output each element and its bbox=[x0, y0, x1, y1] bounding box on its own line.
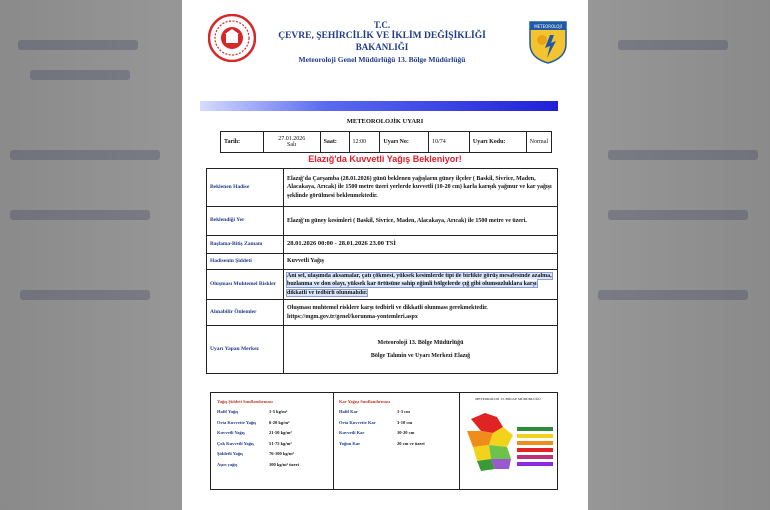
list-item: Orta Kuvvette Kar 3-10 cm bbox=[339, 419, 413, 425]
highlighted-risk-text: Ani sel, ulaşımda aksamalar, çatı çökmesi, yüksek kesimlerde tipi ile birlikte görüş mesafesinde azalma, buzlanma ve don olayı, yüksek kar örtüsüne sahip eğimli bölgelerde çığ gibi olumsuzluklara karşı dikkatli ve tedbirli olunmalıdır. bbox=[287, 273, 552, 296]
map-title: METEOROLOJİ 13. BÖLGE MÜDÜRLÜĞÜ bbox=[475, 397, 541, 401]
date-cell bbox=[263, 132, 320, 153]
list-item: Hafif Yağış 1-5 kg/m² bbox=[217, 409, 288, 414]
time-label: Saat: bbox=[320, 132, 349, 153]
row-label: Oluşması Muhtemel Riskler bbox=[207, 270, 284, 300]
date-value: 27.01.2026 bbox=[278, 136, 306, 142]
background-left bbox=[0, 0, 182, 510]
warning-document bbox=[182, 0, 588, 510]
warning-no-label: Uyarı No: bbox=[380, 132, 429, 153]
center-subname: Bölge Tahmin ve Uyarı Merkezi Elazığ bbox=[370, 352, 471, 359]
row-label: Başlama-Bitiş Zamanı bbox=[207, 236, 284, 254]
precautions-link[interactable]: https://mgm.gov.tr/genel/korunma-yontemleri.aspx bbox=[287, 313, 418, 320]
list-item: Yoğun Kar 20 cm ve üzeri bbox=[339, 440, 425, 446]
day-value: Salı bbox=[287, 142, 297, 148]
date-label: Tarih: bbox=[221, 132, 264, 153]
table-row bbox=[207, 300, 558, 326]
warning-details-table bbox=[206, 168, 558, 374]
list-item: Aşırı yağış 100 kg/m² üzeri bbox=[217, 461, 299, 467]
table-row bbox=[207, 236, 558, 254]
snow-scale bbox=[333, 393, 460, 489]
meteorology-logo bbox=[528, 18, 568, 64]
header-directorate: Meteoroloji Genel Müdürlüğü 13. Bölge Müdürlüğü bbox=[298, 55, 466, 64]
table-row bbox=[207, 270, 558, 300]
list-item: Kuvvetli Yağış 21-50 kg/m² bbox=[217, 430, 292, 435]
list-item: Hafif Kar 1-3 cm bbox=[339, 409, 410, 414]
row-label: Beklenen Hadise bbox=[207, 169, 284, 207]
header-accent-bar bbox=[200, 101, 558, 111]
table-row bbox=[207, 169, 558, 207]
header-ministry: ÇEVRE, ŞEHİRCİLİK VE İKLİM DEĞİŞİKLİĞİ bbox=[278, 31, 486, 41]
svg-text:METEOROLOJİ: METEOROLOJİ bbox=[534, 24, 562, 29]
region-map-panel bbox=[459, 393, 557, 489]
list-item: Çok Kuvvetli Yağış 51-75 kg/m² bbox=[217, 440, 292, 446]
document-title: METEOROLOJİK UYARI bbox=[346, 118, 424, 125]
region-map bbox=[463, 405, 523, 475]
table-row bbox=[207, 326, 558, 374]
rain-scale-title: Yağış Şiddeti Sınıflandırması bbox=[217, 399, 273, 404]
row-value: 28.01.2026 00:00 - 28.01.2026 23.00 TSİ bbox=[284, 236, 558, 254]
warning-no-value: 10/74 bbox=[429, 132, 470, 153]
row-value: Elazığ'ın güney kesimleri ( Baskil, Sivrice, Maden, Alacakaya, Arıcak) ile 1500 metre ve üzeri. bbox=[284, 207, 558, 236]
map-legend bbox=[517, 427, 553, 469]
row-value bbox=[284, 326, 558, 374]
row-value: Elazığ'da Çarşamba (28.01.2026) günü beklenen yağışların güney ilçeler ( Baskil, Sivrice, Maden, Alacakaya, Arıcak) ile 1500 metre üzeri yerlerde kuvvetli (10-20 cm) karla karışık yağmur ve kar yağışı şeklinde görülmesi beklenmektedir. bbox=[284, 169, 558, 207]
row-label: Beklendiği Yer bbox=[207, 207, 284, 236]
warning-code-value: Normal bbox=[526, 132, 551, 153]
row-label: Uyarı Yapan Merkez bbox=[207, 326, 284, 374]
list-item: Kuvvetli Kar 10-20 cm bbox=[339, 430, 415, 435]
classification-panel bbox=[210, 392, 558, 490]
header-tc: T.C. bbox=[373, 20, 391, 30]
list-item: Şiddetli Yağış 76-100 kg/m² bbox=[217, 451, 294, 456]
row-value bbox=[284, 300, 558, 326]
row-value: Kuvvetli Yağış bbox=[284, 254, 558, 270]
row-value bbox=[284, 270, 558, 300]
list-item: Orta Kuvvette Yağış 6-20 kg/m² bbox=[217, 419, 290, 425]
row-label: Alınabilir Önlemler bbox=[207, 300, 284, 326]
table-row bbox=[207, 207, 558, 236]
row-label: Hadisenin Şiddeti bbox=[207, 254, 284, 270]
warning-meta-table bbox=[220, 131, 552, 153]
warning-code-label: Uyarı Kodu: bbox=[469, 132, 526, 153]
precautions-text: Oluşması muhtemel risklere karşı tedbirli ve dikkatli olunması gerekmektedir. bbox=[287, 305, 488, 312]
table-row bbox=[207, 254, 558, 270]
warning-headline: Elazığ'da Kuvvetli Yağış Bekleniyor! bbox=[308, 154, 462, 164]
rain-scale bbox=[211, 393, 334, 489]
background-right bbox=[588, 0, 770, 510]
header-ministry-suffix: BAKANLIĞI bbox=[355, 42, 409, 52]
ministry-seal-logo bbox=[208, 14, 256, 62]
center-name: Meteoroloji 13. Bölge Müdürlüğü bbox=[377, 340, 464, 347]
time-value: 12:00 bbox=[349, 132, 380, 153]
snow-scale-title: Kar Yağışı Sınıflandırması bbox=[339, 399, 391, 404]
